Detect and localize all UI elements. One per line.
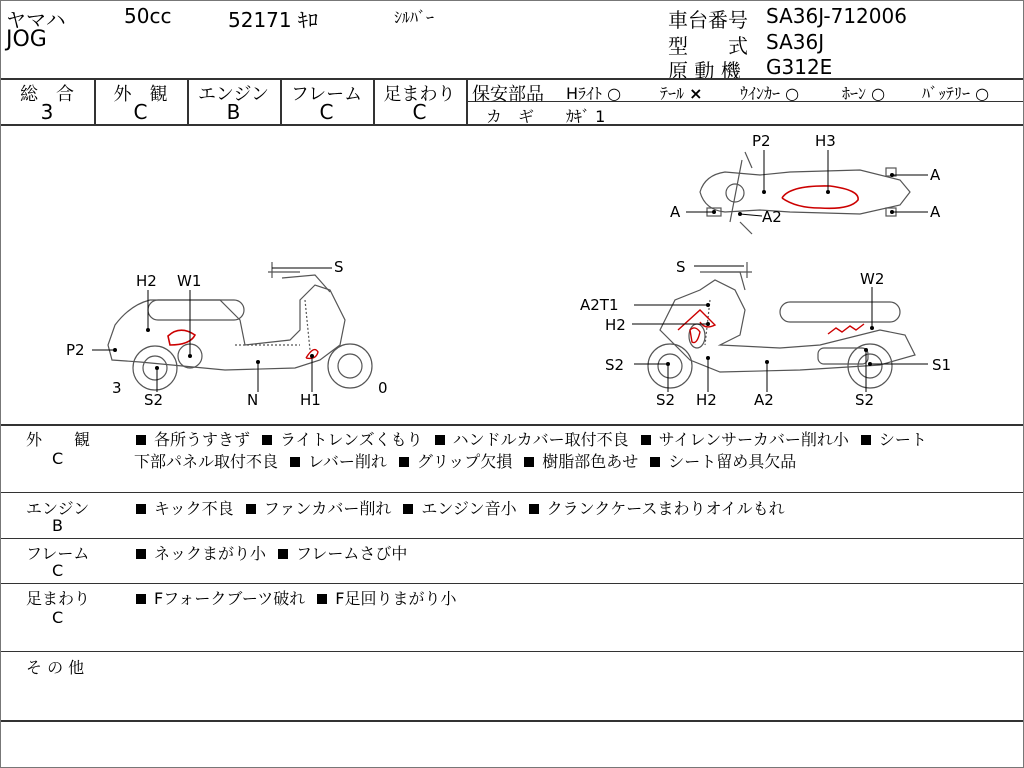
divider: [0, 424, 1024, 426]
divider: [0, 538, 1024, 539]
defect-line: 各所うすきず ライトレンズくもり ハンドルカバー取付不良 サイレンサーカバー削れ小 シート: [136, 427, 927, 450]
damage-diagram: [0, 126, 1024, 422]
label-3: 3: [112, 379, 122, 397]
engine-label: 原 動 機: [668, 59, 741, 83]
grade-value: C: [133, 100, 148, 124]
safety-item-tail: ﾃｰﾙ ×: [660, 84, 703, 103]
section-grade: C: [52, 449, 64, 468]
label-S: S: [334, 258, 344, 276]
divider: [466, 78, 468, 124]
leader-lines-top: [686, 150, 928, 216]
divider: [0, 492, 1024, 493]
frame-no-label: 車台番号: [668, 8, 748, 32]
key-label: カ ギ: [486, 107, 535, 126]
section-title-suspension: 足まわり: [26, 589, 91, 608]
label-H2: H2: [136, 272, 157, 290]
grade-value: C: [412, 100, 427, 124]
safety-label: 保安部品: [472, 84, 544, 105]
label-A2: A2: [754, 391, 774, 409]
damage-mark: [782, 186, 858, 208]
label-S: S: [676, 258, 686, 276]
key-value: ｶｷﾞ 1: [566, 107, 606, 126]
model-code: SA36J: [766, 30, 825, 54]
defect-line: ネックまがり小 フレームさび中: [136, 541, 407, 564]
model-name: JOG: [6, 27, 47, 52]
label-S2: S2: [855, 391, 875, 409]
safety-item-horn: ﾎｰﾝ ○: [842, 84, 886, 103]
divider: [0, 720, 1024, 722]
label-S2: S2: [605, 356, 625, 374]
section-title-engine: エンジン: [26, 499, 90, 518]
grade-value: B: [226, 100, 241, 124]
safety-item-winker: ｳｲﾝｶｰ ○: [740, 84, 800, 103]
color: ｼﾙﾊﾞｰ: [394, 8, 435, 27]
section-title-other: そ の 他: [26, 658, 85, 677]
mileage: 52171 ｷﾛ: [228, 8, 318, 32]
divider: [0, 651, 1024, 652]
grade-value: 3: [40, 100, 54, 124]
model-code-label: 型 式: [668, 34, 748, 58]
safety-item-battery: ﾊﾞｯﾃﾘｰ ○: [922, 84, 990, 103]
damage-mark: [678, 310, 715, 330]
label-H2: H2: [605, 316, 626, 334]
section-grade: B: [52, 516, 63, 535]
label-H3: H3: [815, 132, 836, 150]
label-S2: S2: [144, 391, 164, 409]
label-P2: P2: [66, 341, 85, 359]
divider: [0, 583, 1024, 584]
label-A2: A2: [762, 208, 782, 226]
defect-line: キック不良 ファンカバー削れ エンジン音小 クランクケースまわりオイルもれ: [136, 496, 785, 519]
label-P2: P2: [752, 132, 771, 150]
section-title-frame: フレーム: [26, 544, 90, 563]
label-H2: H2: [696, 391, 717, 409]
frame-no: SA36J-712006: [766, 4, 907, 28]
grade-label: 外 観: [113, 84, 168, 105]
label-W1: W1: [177, 272, 202, 290]
label-A: A: [930, 203, 941, 221]
grade-label: フレーム: [290, 84, 363, 105]
label-H1: H1: [300, 391, 321, 409]
damage-mark: [168, 330, 195, 345]
label-A: A: [930, 166, 941, 184]
grade-value: C: [319, 100, 334, 124]
label-A2T1: A2T1: [580, 296, 619, 314]
label-S1: S1: [932, 356, 952, 374]
damage-mark: [690, 328, 700, 343]
label-A: A: [670, 203, 681, 221]
label-W2: W2: [860, 270, 885, 288]
label-S2: S2: [656, 391, 676, 409]
displacement: 50cc: [124, 4, 172, 28]
defect-line: Fフォークブーツ破れ F足回りまがり小: [136, 586, 457, 609]
dots: [712, 173, 894, 216]
scooter-top-view: [700, 152, 910, 234]
label-N: N: [247, 391, 259, 409]
leader-lines-left: [92, 268, 332, 392]
damage-mark: [828, 324, 864, 334]
defect-line: 下部パネル取付不良 レバー削れ グリップ欠損 樹脂部色あせ シート留め具欠品: [134, 452, 797, 471]
section-grade: C: [52, 561, 64, 580]
grade-label: エンジン: [197, 84, 270, 105]
engine-code: G312E: [766, 55, 833, 79]
section-title-exterior: 外 観: [26, 430, 91, 449]
maker: ヤマハ: [6, 8, 66, 32]
section-grade: C: [52, 608, 64, 627]
grade-label: 足まわり: [383, 84, 456, 105]
grade-label: 総 合: [20, 84, 74, 105]
label-0: 0: [378, 379, 388, 397]
safety-item-headlight: Hﾗｲﾄ ○: [566, 84, 622, 103]
